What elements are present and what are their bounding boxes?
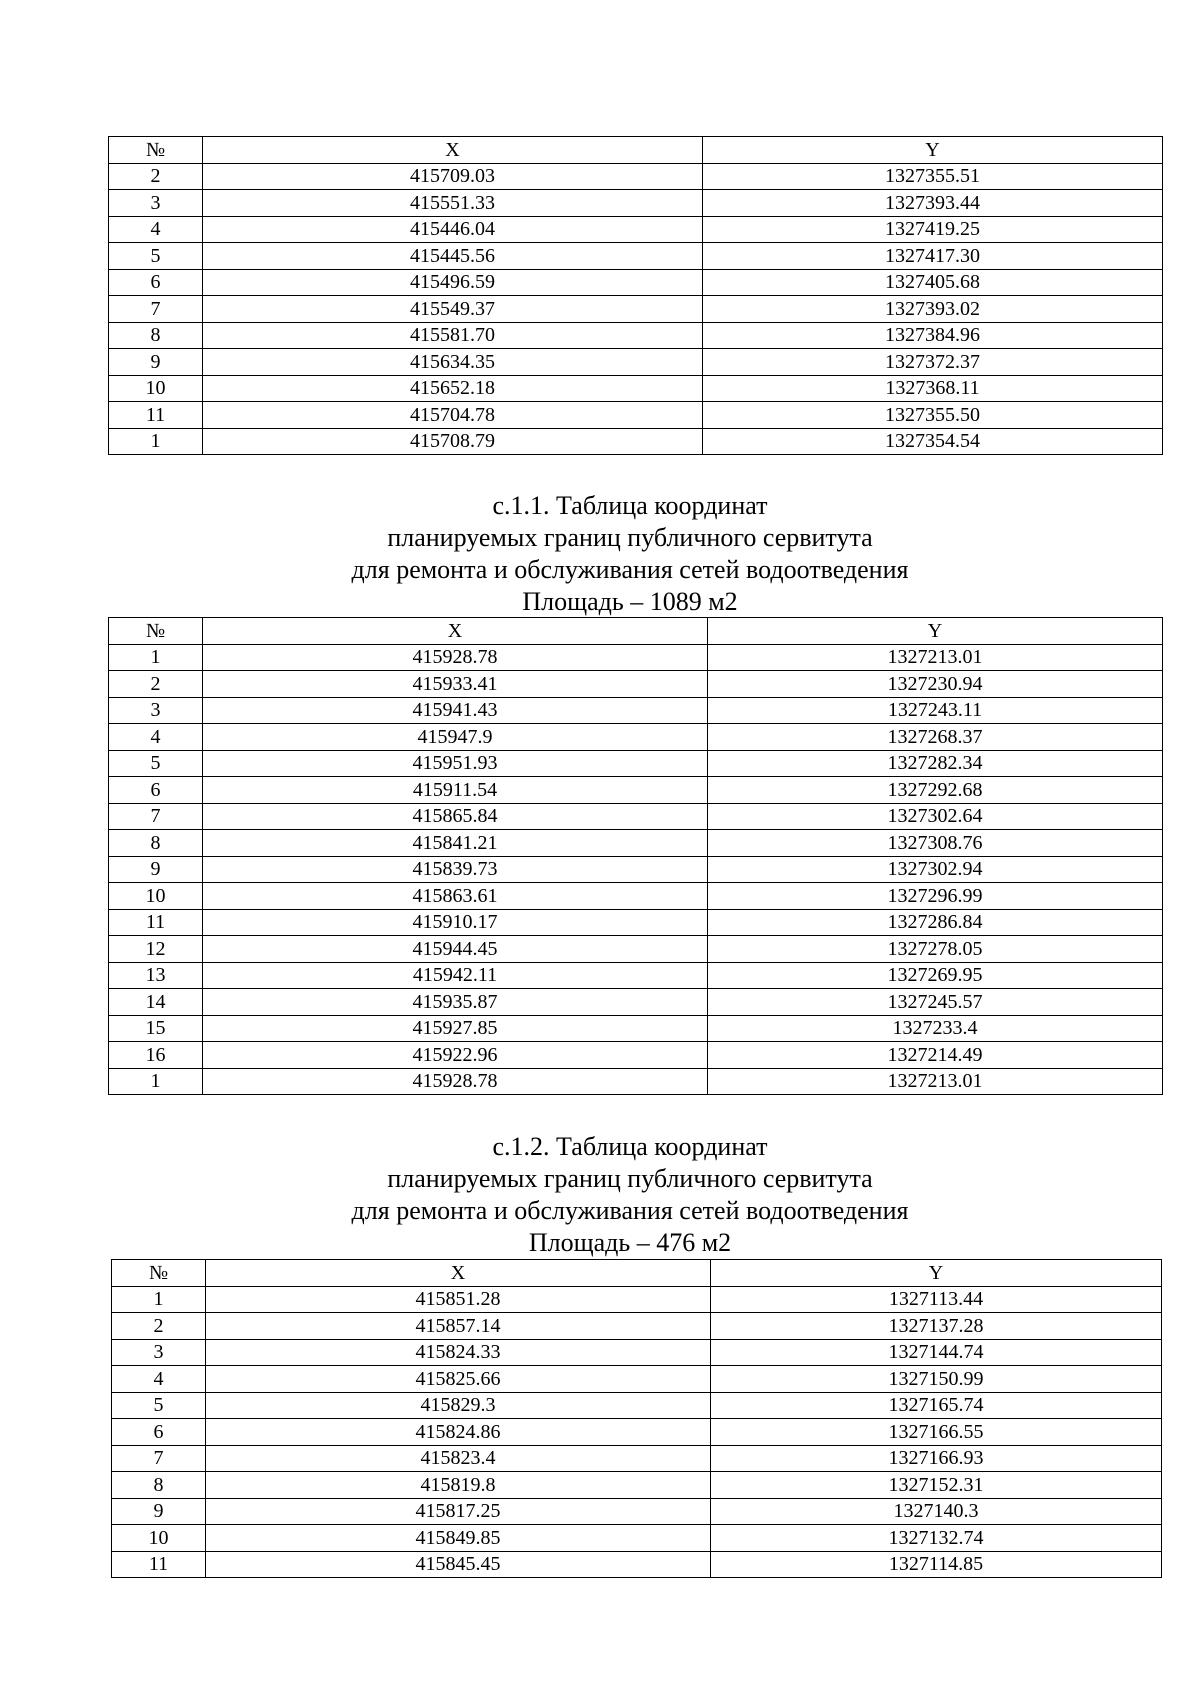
table-row — [109, 269, 1163, 296]
coord-x-cell: 415708.79 — [203, 428, 703, 455]
table-row — [109, 671, 1163, 698]
point-number-cell: 3 — [109, 697, 203, 724]
table-row — [112, 1525, 1162, 1552]
area-line: Площадь – 1089 м2 — [522, 587, 738, 616]
table-row — [109, 216, 1163, 243]
coord-y-cell: 1327302.94 — [708, 856, 1163, 883]
point-number-cell: 4 — [109, 216, 203, 243]
point-number-cell: 12 — [109, 936, 203, 963]
coord-y-cell: 1327230.94 — [708, 671, 1163, 698]
coord-y-cell: 1327355.50 — [703, 402, 1163, 429]
coord-x-cell: 415829.3 — [206, 1392, 711, 1419]
header-y: Y — [708, 618, 1163, 645]
point-number-cell: 15 — [109, 1015, 203, 1042]
coord-y-cell: 1327166.93 — [711, 1445, 1162, 1472]
header-y: Y — [703, 137, 1163, 164]
table-row — [109, 1068, 1163, 1095]
coord-y-cell: 1327132.74 — [711, 1525, 1162, 1552]
coord-x-cell: 415704.78 — [203, 402, 703, 429]
header-x: X — [203, 137, 703, 164]
coord-y-cell: 1327214.49 — [708, 1042, 1163, 1069]
coord-y-cell: 1327292.68 — [708, 777, 1163, 804]
point-number-cell: 9 — [109, 349, 203, 376]
coord-x-cell: 415865.84 — [203, 803, 708, 830]
coord-x-cell: 415823.4 — [206, 1445, 711, 1472]
coord-y-cell: 1327308.76 — [708, 830, 1163, 857]
point-number-cell: 11 — [109, 402, 203, 429]
coord-y-cell: 1327140.3 — [711, 1498, 1162, 1525]
coord-x-cell: 415849.85 — [206, 1525, 711, 1552]
coord-y-cell: 1327137.28 — [711, 1313, 1162, 1340]
point-number-cell: 10 — [112, 1525, 206, 1552]
coord-x-cell: 415551.33 — [203, 190, 703, 217]
coord-y-cell: 1327417.30 — [703, 243, 1163, 270]
table-row — [109, 909, 1163, 936]
coord-y-cell: 1327269.95 — [708, 962, 1163, 989]
title-line: для ремонта и обслуживания сетей водоотведения — [351, 1196, 909, 1225]
coord-y-cell: 1327302.64 — [708, 803, 1163, 830]
point-number-cell: 9 — [109, 856, 203, 883]
table-row — [109, 428, 1163, 455]
coord-y-cell: 1327393.02 — [703, 296, 1163, 323]
table-row — [109, 803, 1163, 830]
coord-x-cell: 415549.37 — [203, 296, 703, 323]
table-row — [109, 375, 1163, 402]
title-line: планируемых границ публичного сервитута — [387, 1164, 873, 1193]
coord-y-cell: 1327213.01 — [708, 1068, 1163, 1095]
title-line: с.1.2. Таблица координат — [492, 1132, 768, 1161]
table-row — [109, 402, 1163, 429]
table-row — [112, 1498, 1162, 1525]
coord-y-cell: 1327245.57 — [708, 989, 1163, 1016]
table-header-row — [109, 137, 1163, 164]
coord-y-cell: 1327233.4 — [708, 1015, 1163, 1042]
coord-x-cell: 415944.45 — [203, 936, 708, 963]
coord-x-cell: 415928.78 — [203, 644, 708, 671]
table-row — [112, 1472, 1162, 1499]
table-row — [109, 1042, 1163, 1069]
coord-y-cell: 1327355.51 — [703, 163, 1163, 190]
table-row — [109, 644, 1163, 671]
point-number-cell: 8 — [109, 322, 203, 349]
coord-x-cell: 415581.70 — [203, 322, 703, 349]
coord-x-cell: 415910.17 — [203, 909, 708, 936]
point-number-cell: 3 — [109, 190, 203, 217]
point-number-cell: 14 — [109, 989, 203, 1016]
table-row — [109, 190, 1163, 217]
coord-x-cell: 415652.18 — [203, 375, 703, 402]
point-number-cell: 6 — [109, 269, 203, 296]
coord-y-cell: 1327113.44 — [711, 1286, 1162, 1313]
point-number-cell: 16 — [109, 1042, 203, 1069]
point-number-cell: 3 — [112, 1339, 206, 1366]
point-number-cell: 5 — [112, 1392, 206, 1419]
point-number-cell: 8 — [109, 830, 203, 857]
table-row — [109, 830, 1163, 857]
table-row — [112, 1339, 1162, 1366]
point-number-cell: 5 — [109, 750, 203, 777]
table-row — [109, 936, 1163, 963]
point-number-cell: 7 — [112, 1445, 206, 1472]
header-x: X — [203, 618, 708, 645]
coord-y-cell: 1327354.54 — [703, 428, 1163, 455]
coord-y-cell: 1327150.99 — [711, 1366, 1162, 1393]
coord-x-cell: 415825.66 — [206, 1366, 711, 1393]
point-number-cell: 10 — [109, 883, 203, 910]
coord-y-cell: 1327165.74 — [711, 1392, 1162, 1419]
coord-x-cell: 415928.78 — [203, 1068, 708, 1095]
title-line: планируемых границ публичного сервитута — [387, 523, 873, 552]
table-row — [109, 724, 1163, 751]
coord-x-cell: 415933.41 — [203, 671, 708, 698]
coord-y-cell: 1327144.74 — [711, 1339, 1162, 1366]
table-row — [112, 1366, 1162, 1393]
point-number-cell: 4 — [112, 1366, 206, 1393]
point-number-cell: 9 — [112, 1498, 206, 1525]
coord-y-cell: 1327166.55 — [711, 1419, 1162, 1446]
table-row — [112, 1392, 1162, 1419]
table-row — [112, 1445, 1162, 1472]
header-number: № — [112, 1260, 206, 1287]
table-row — [112, 1286, 1162, 1313]
point-number-cell: 11 — [112, 1551, 206, 1578]
coord-x-cell: 415951.93 — [203, 750, 708, 777]
table-row — [109, 163, 1163, 190]
table-c-1-1-title — [100, 490, 1160, 618]
point-number-cell: 6 — [109, 777, 203, 804]
point-number-cell: 2 — [109, 671, 203, 698]
table-row — [109, 883, 1163, 910]
coord-y-cell: 1327286.84 — [708, 909, 1163, 936]
table-c-1-2-title — [100, 1131, 1160, 1259]
coord-x-cell: 415947.9 — [203, 724, 708, 751]
coord-x-cell: 415824.86 — [206, 1419, 711, 1446]
point-number-cell: 1 — [109, 428, 203, 455]
coord-x-cell: 415819.8 — [206, 1472, 711, 1499]
coord-x-cell: 415941.43 — [203, 697, 708, 724]
coordinates-table-c-1-1 — [108, 617, 1163, 1095]
title-line: для ремонта и обслуживания сетей водоотведения — [351, 555, 909, 584]
coord-x-cell: 415845.45 — [206, 1551, 711, 1578]
coord-x-cell: 415857.14 — [206, 1313, 711, 1340]
coord-y-cell: 1327372.37 — [703, 349, 1163, 376]
table-row — [109, 697, 1163, 724]
point-number-cell: 1 — [109, 1068, 203, 1095]
coord-y-cell: 1327243.11 — [708, 697, 1163, 724]
point-number-cell: 4 — [109, 724, 203, 751]
point-number-cell: 7 — [109, 803, 203, 830]
coord-x-cell: 415911.54 — [203, 777, 708, 804]
coord-y-cell: 1327268.37 — [708, 724, 1163, 751]
header-number: № — [109, 137, 203, 164]
coord-y-cell: 1327296.99 — [708, 883, 1163, 910]
title-line: с.1.1. Таблица координат — [492, 491, 768, 520]
table-row — [112, 1551, 1162, 1578]
table-row — [109, 1015, 1163, 1042]
table-row — [112, 1313, 1162, 1340]
coord-x-cell: 415942.11 — [203, 962, 708, 989]
coord-y-cell: 1327384.96 — [703, 322, 1163, 349]
coord-x-cell: 415817.25 — [206, 1498, 711, 1525]
coord-y-cell: 1327419.25 — [703, 216, 1163, 243]
table-row — [109, 750, 1163, 777]
coord-x-cell: 415841.21 — [203, 830, 708, 857]
coord-x-cell: 415935.87 — [203, 989, 708, 1016]
table-row — [109, 243, 1163, 270]
coord-x-cell: 415824.33 — [206, 1339, 711, 1366]
point-number-cell: 8 — [112, 1472, 206, 1499]
point-number-cell: 2 — [109, 163, 203, 190]
coord-y-cell: 1327278.05 — [708, 936, 1163, 963]
coord-y-cell: 1327114.85 — [711, 1551, 1162, 1578]
table-row — [112, 1419, 1162, 1446]
coord-y-cell: 1327213.01 — [708, 644, 1163, 671]
coord-y-cell: 1327393.44 — [703, 190, 1163, 217]
point-number-cell: 10 — [109, 375, 203, 402]
header-number: № — [109, 618, 203, 645]
point-number-cell: 13 — [109, 962, 203, 989]
point-number-cell: 1 — [109, 644, 203, 671]
coord-y-cell: 1327282.34 — [708, 750, 1163, 777]
coord-x-cell: 415927.85 — [203, 1015, 708, 1042]
coord-x-cell: 415863.61 — [203, 883, 708, 910]
coord-x-cell: 415634.35 — [203, 349, 703, 376]
point-number-cell: 1 — [112, 1286, 206, 1313]
coordinates-table-continued — [108, 136, 1163, 455]
point-number-cell: 2 — [112, 1313, 206, 1340]
point-number-cell: 6 — [112, 1419, 206, 1446]
coord-x-cell: 415446.04 — [203, 216, 703, 243]
coord-x-cell: 415709.03 — [203, 163, 703, 190]
coord-x-cell: 415839.73 — [203, 856, 708, 883]
coordinates-table-c-1-2 — [111, 1259, 1162, 1578]
coord-x-cell: 415922.96 — [203, 1042, 708, 1069]
point-number-cell: 11 — [109, 909, 203, 936]
header-x: X — [206, 1260, 711, 1287]
table-header-row — [112, 1260, 1162, 1287]
coord-x-cell: 415496.59 — [203, 269, 703, 296]
table-row — [109, 349, 1163, 376]
point-number-cell: 7 — [109, 296, 203, 323]
table-row — [109, 962, 1163, 989]
point-number-cell: 5 — [109, 243, 203, 270]
table-row — [109, 856, 1163, 883]
header-y: Y — [711, 1260, 1162, 1287]
table-row — [109, 296, 1163, 323]
table-header-row — [109, 618, 1163, 645]
coord-x-cell: 415851.28 — [206, 1286, 711, 1313]
table-row — [109, 322, 1163, 349]
table-row — [109, 777, 1163, 804]
coord-y-cell: 1327368.11 — [703, 375, 1163, 402]
area-line: Площадь – 476 м2 — [528, 1228, 732, 1257]
coord-y-cell: 1327152.31 — [711, 1472, 1162, 1499]
table-row — [109, 989, 1163, 1016]
coord-x-cell: 415445.56 — [203, 243, 703, 270]
coord-y-cell: 1327405.68 — [703, 269, 1163, 296]
